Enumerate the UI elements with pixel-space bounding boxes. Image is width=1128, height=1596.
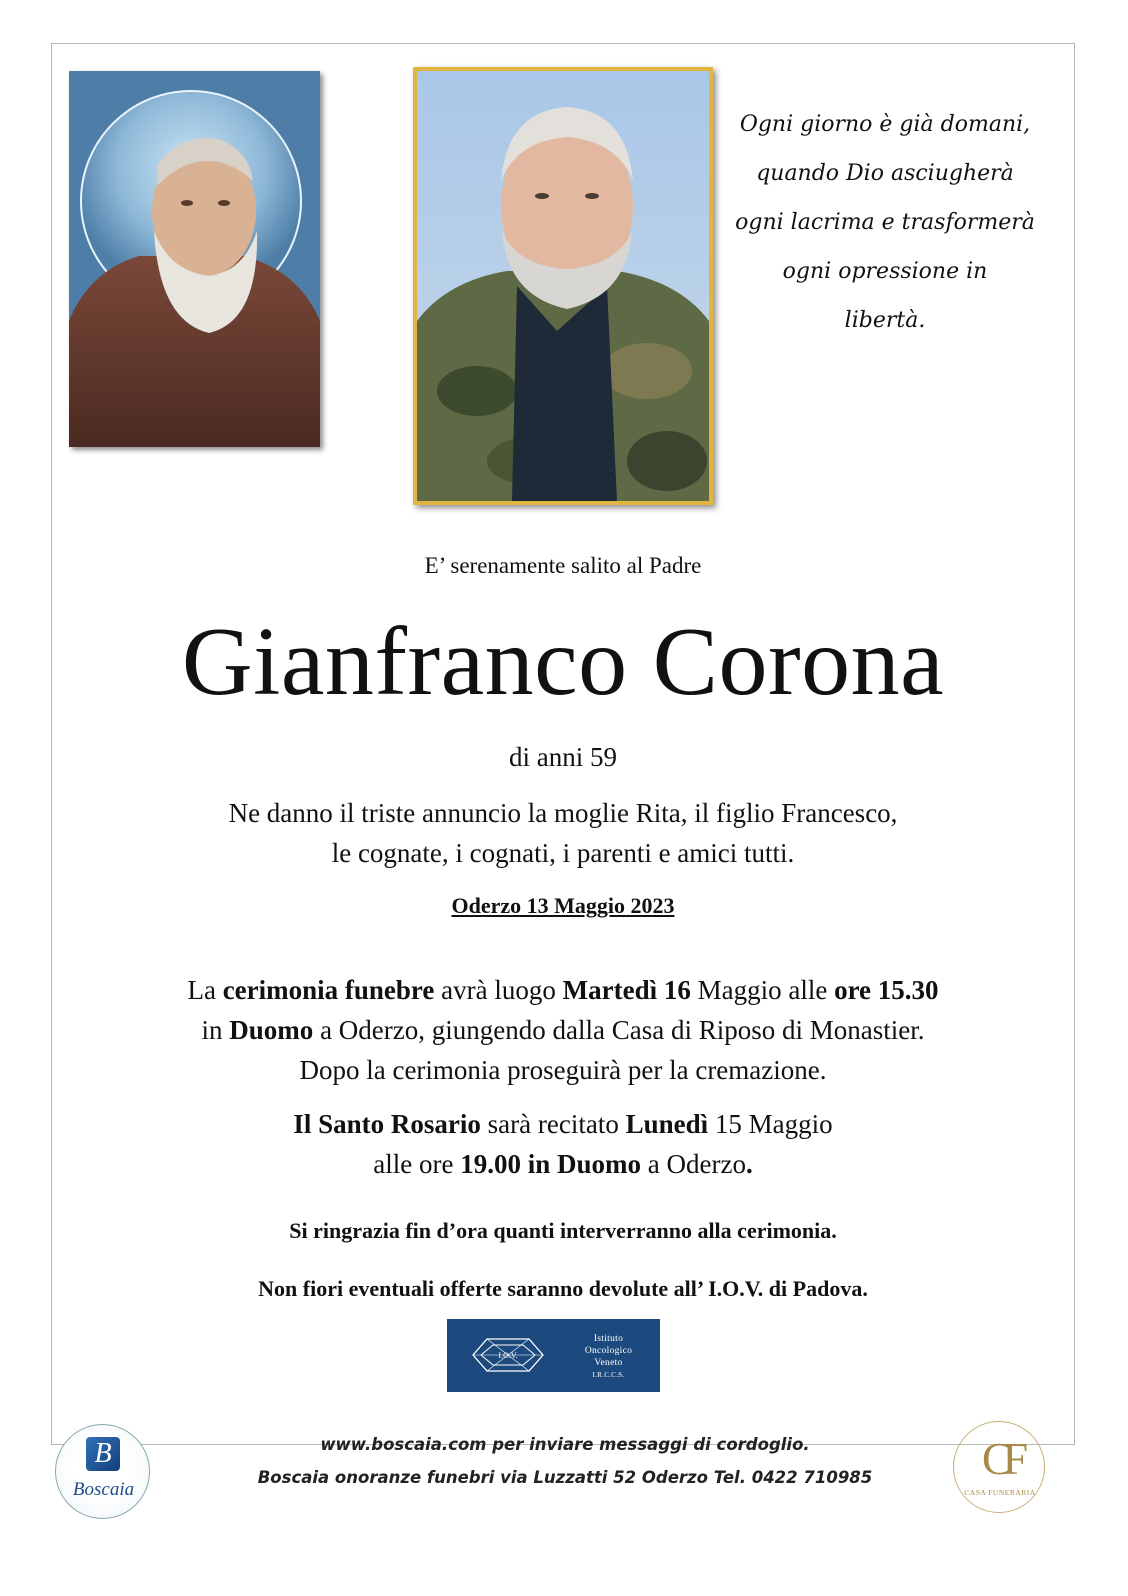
ceremony-info xyxy=(51,970,1075,1090)
ceremony-line-2: in Duomo a Oderzo, giungendo dalla Casa di Riposo di Monastier. xyxy=(201,1015,925,1045)
svg-text:I.O.V.: I.O.V. xyxy=(498,1351,518,1360)
intro-text: E’ serenamente salito al Padre xyxy=(424,553,702,578)
flowers-text: Non fiori eventuali offerte saranno devolute all’ I.O.V. di Padova. xyxy=(258,1276,868,1301)
casa-funeraria-logo-word: CASA FUNERARIA xyxy=(964,1488,1036,1497)
deceased-portrait xyxy=(413,67,713,505)
boscaia-logo xyxy=(55,1424,150,1519)
announcement-line: Ne danno il triste annuncio la moglie Rita, il figlio Francesco, xyxy=(228,798,898,828)
verse-line: quando Dio asciugherà xyxy=(756,161,1014,186)
verse-quote xyxy=(735,100,1035,345)
boscaia-logo-word: Boscaia xyxy=(72,1479,135,1500)
rosary-info xyxy=(51,1104,1075,1184)
verse-line: ogni lacrima e trasformerà xyxy=(735,210,1035,235)
iov-emblem-icon xyxy=(467,1333,549,1377)
thanks-text: Si ringrazia fin d’ora quanti interverranno alla cerimonia. xyxy=(289,1218,837,1243)
footer-address: Boscaia onoranze funebri via Luzzatti 52 Oderzo Tel. 0422 710985 xyxy=(257,1468,873,1487)
announcement-line: le cognate, i cognati, i parenti e amici tutti. xyxy=(331,838,795,868)
ceremony-line-3: Dopo la cerimonia proseguirà per la cremazione. xyxy=(299,1055,827,1085)
place-date: Oderzo 13 Maggio 2023 xyxy=(451,893,675,918)
boscaia-logo-mono: B xyxy=(86,1437,120,1471)
footer-website: www.boscaia.com per inviare messaggi di cordoglio. xyxy=(320,1435,810,1454)
deceased-name: Gianfranco Corona xyxy=(181,608,945,716)
age-text: di anni 59 xyxy=(509,742,617,772)
casa-funeraria-logo xyxy=(953,1421,1045,1513)
ceremony-line-1: La cerimonia funebre avrà luogo Martedì 16 Maggio alle ore 15.30 xyxy=(187,975,939,1005)
saint-portrait xyxy=(69,71,320,447)
rosary-line-2: alle ore 19.00 in Duomo a Oderzo. xyxy=(373,1149,753,1179)
verse-line: Ogni giorno è già domani, xyxy=(739,112,1031,137)
casa-funeraria-logo-mono: CF xyxy=(981,1433,1019,1484)
rosary-line-1: Il Santo Rosario sarà recitato Lunedì 15 Maggio xyxy=(293,1109,833,1139)
verse-line: ogni opressione in xyxy=(782,259,988,284)
iov-logo xyxy=(447,1319,660,1392)
iov-logo-text: Istituto Oncologico Veneto I.R.C.C.S. xyxy=(584,1334,633,1379)
announcement xyxy=(51,793,1075,873)
verse-line: libertà. xyxy=(844,308,926,333)
